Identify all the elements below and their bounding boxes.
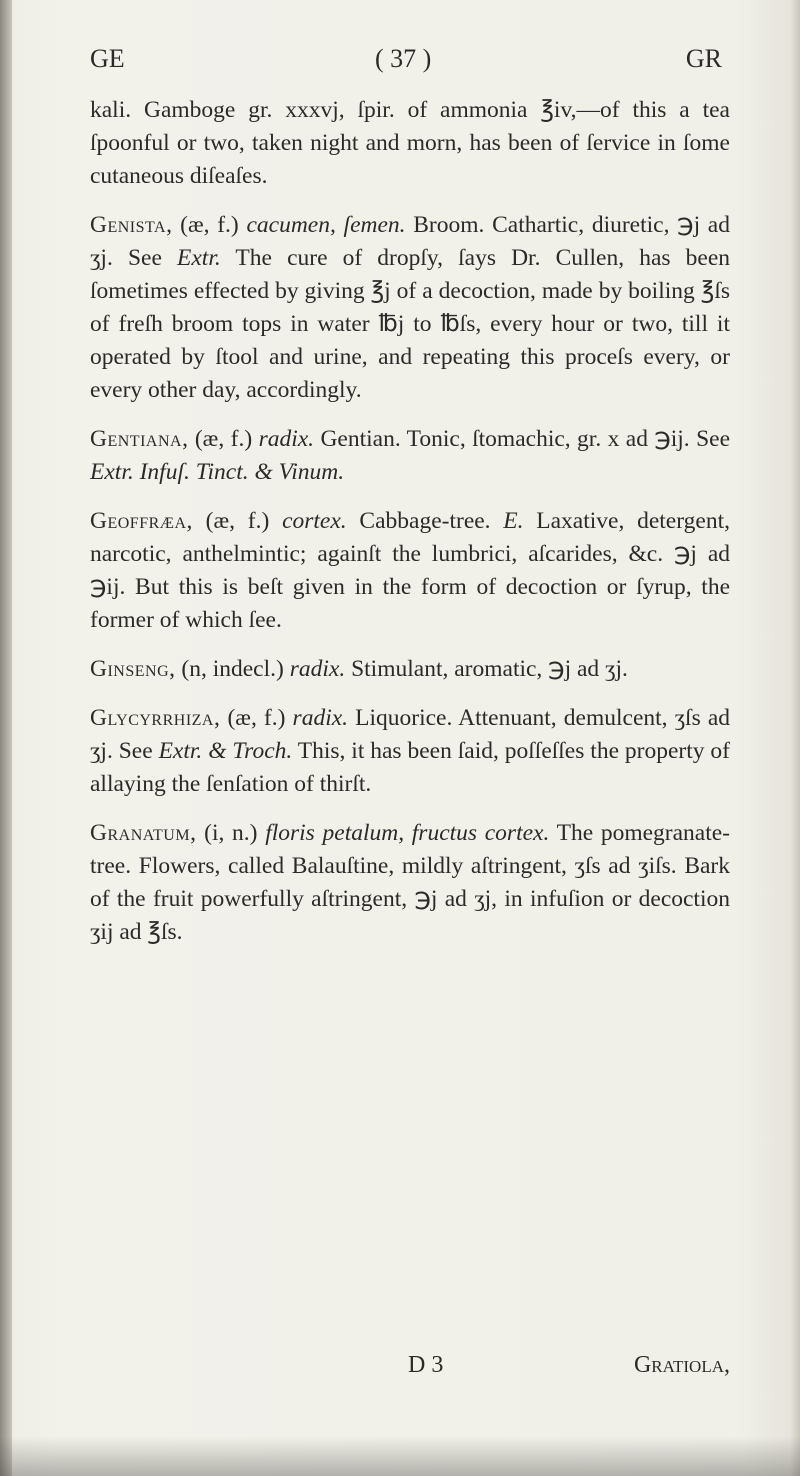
entry-headword: Gentiana, xyxy=(90,426,189,452)
running-header xyxy=(90,44,730,84)
entry-gender: (i, n.) xyxy=(196,820,266,846)
entry-latin: radix. xyxy=(292,705,349,731)
entry-text-continued: This, it has been ſaid, poſſeſſes the property of allaying the ſenſation of thirſt. xyxy=(90,738,730,797)
entry-gender: (æ, f.) xyxy=(172,212,247,238)
entry-text: Cabbage-tree. xyxy=(346,508,504,534)
entry-kali-continuation xyxy=(90,94,730,193)
entry-latin: cacumen, ſemen. xyxy=(246,212,406,238)
entry-text: kali. Gamboge gr. xxxvj, ſpir. of ammonia ℥iv,—of this a tea ſpoonful or two, taken night and morn, has been of ſervice in ſome cutaneous diſeaſes. xyxy=(90,97,730,189)
entry-headword: Geoffræa, xyxy=(90,508,193,534)
entry-text-continued: The cure of dropſy, ſays Dr. Cullen, has been ſometimes effected by giving ℥j of a decoction, made by boiling ℥ſs of freſh broom tops in water ℔j to ℔ſs, every hour or two, till it operated by ſtool and urine, and repeating this proceſs every, or every other day, accordingly. xyxy=(90,245,731,403)
page-bottom-shadow xyxy=(0,1436,800,1476)
entry-gender: (æ, f.) xyxy=(192,508,283,534)
entry-text: Gentian. Tonic, ſtomachic, gr. x ad ℈ij. See xyxy=(314,426,731,452)
entry-text: The pomegranate-tree. Flowers, called Balauſtine, mildly aſtringent, ʒſs ad ʒiſs. Bark of the fruit powerfully aſtringent, ℈j ad ʒj, in infuſion or decoction ʒij ad ℥ſs. xyxy=(90,820,730,945)
entry-gentiana xyxy=(90,423,730,489)
entry-latin: radix. xyxy=(289,656,346,682)
entry-ginseng xyxy=(90,653,730,686)
entry-reference: Extr. & Troch. xyxy=(158,738,293,764)
entry-latin: cortex. xyxy=(282,508,347,534)
signature-mark: D 3 xyxy=(408,1352,444,1378)
entry-latin: radix. xyxy=(258,426,315,452)
entry-gender: (æ, f.) xyxy=(188,426,259,452)
entry-glycyrrhiza xyxy=(90,702,730,801)
entry-text: Liquorice. Attenuant, demulcent, ʒſs ad ʒj. See xyxy=(90,705,731,764)
page-body xyxy=(90,94,730,965)
entry-reference: Extr. xyxy=(177,245,221,271)
entry-genista xyxy=(90,209,730,407)
entry-reference: Extr. Infuſ. Tinct. & Vinum. xyxy=(90,459,345,485)
entry-latin: floris petalum, fructus cortex. xyxy=(265,820,550,846)
entry-gender: (æ, f.) xyxy=(220,705,293,731)
entry-headword: Genista, xyxy=(90,212,173,238)
header-left: GE xyxy=(90,44,125,73)
entry-headword: Ginseng, xyxy=(90,656,176,682)
entry-text: Broom. Cathartic, diuretic, ℈j ad ʒj. See xyxy=(90,212,730,271)
book-binding-edge xyxy=(0,0,12,1476)
catchword: Gratiola, xyxy=(633,1352,730,1378)
entry-text-continued: Laxative, detergent, narcotic, anthelmintic; againſt the lumbrici, aſcarides, &c. ℈j ad ℈ij. But this is beſt given in the form of decoction or ſyrup, the former of which ſee. xyxy=(90,508,730,633)
entry-reference: E. xyxy=(503,508,524,534)
entry-headword: Glycyrrhiza, xyxy=(90,705,221,731)
page-footer xyxy=(90,1352,730,1392)
page-number: ( 37 ) xyxy=(375,44,432,73)
entry-text: Stimulant, aromatic, ℈j ad ʒj. xyxy=(345,656,628,682)
entry-granatum xyxy=(90,817,730,949)
header-right: GR xyxy=(685,44,722,73)
entry-gender: (n, indecl.) xyxy=(175,656,290,682)
entry-geoffraea xyxy=(90,505,730,637)
entry-headword: Granatum, xyxy=(90,820,197,846)
